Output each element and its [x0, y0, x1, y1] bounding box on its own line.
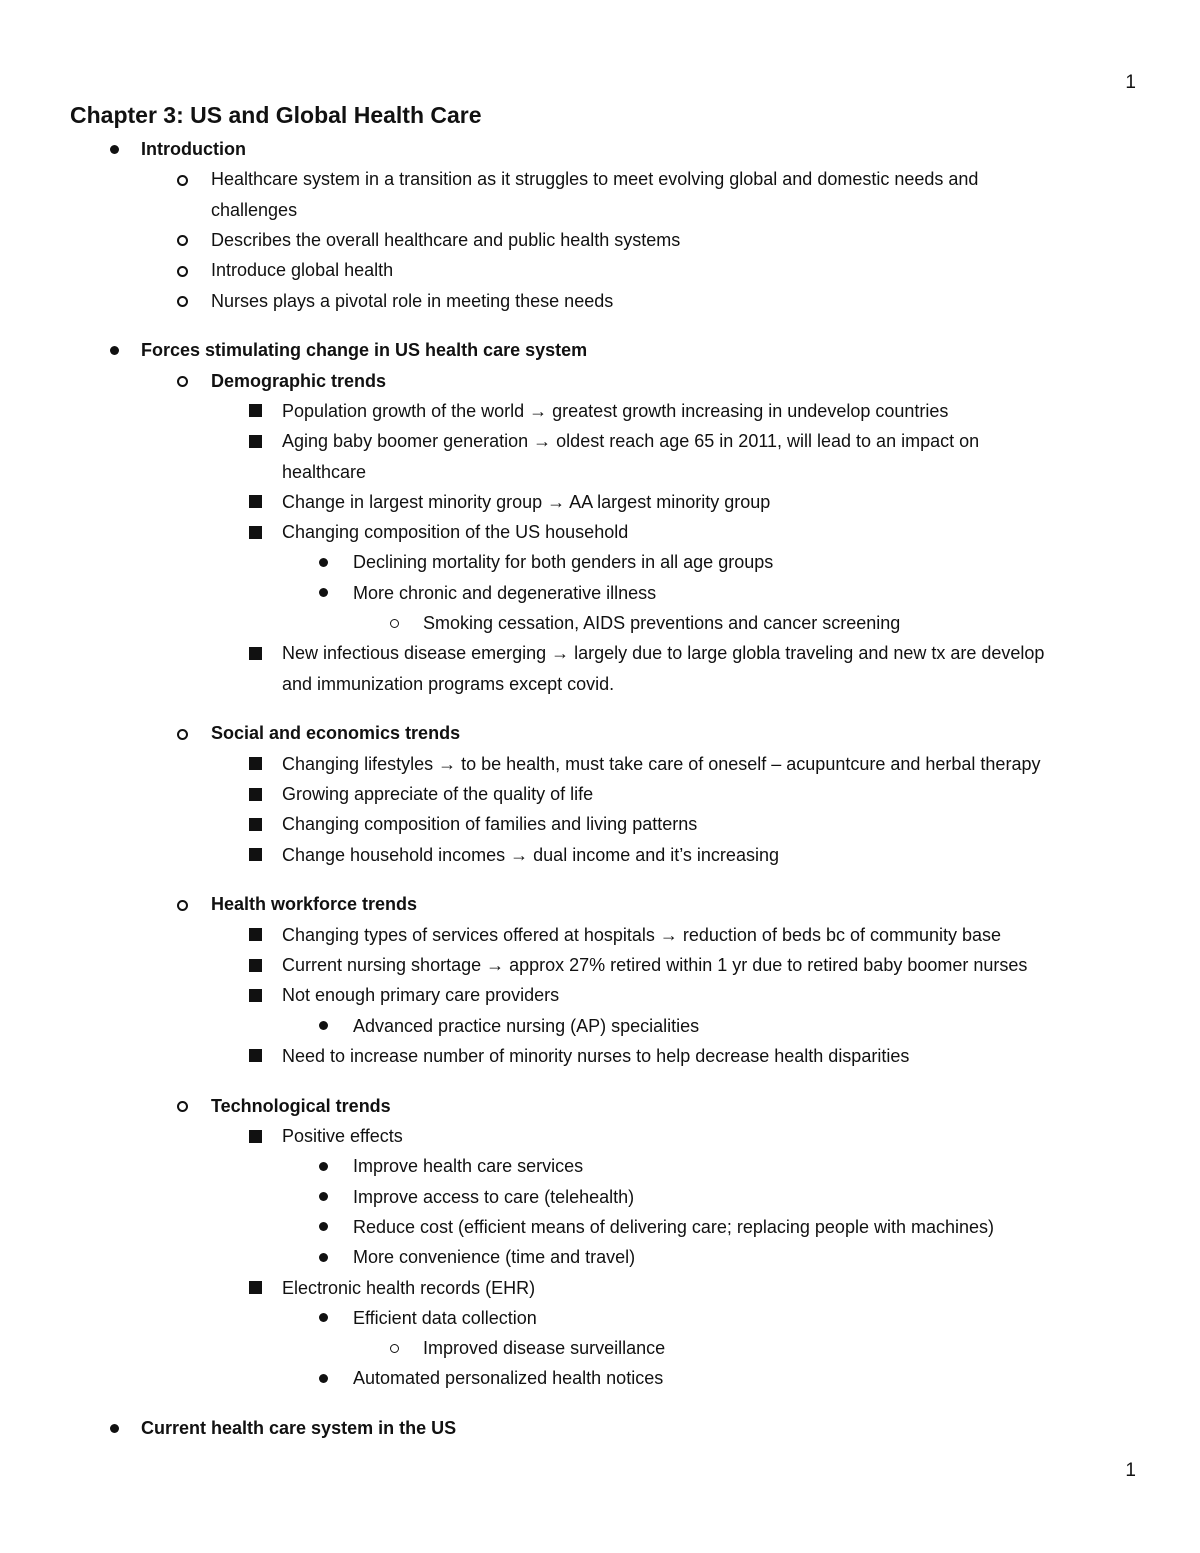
outline-item-continuation: healthcare — [282, 461, 367, 482]
outline-item-level-5: Smoking cessation, AIDS preventions and cancer screening — [423, 613, 901, 633]
bullet-square-icon — [249, 848, 262, 861]
outline-item-level-3: Changing composition of the US household — [282, 522, 629, 543]
outline-item-level-3: Electronic health records (EHR) — [282, 1277, 536, 1298]
bullet-square-icon — [249, 1049, 262, 1062]
bullet-dot-icon — [319, 1162, 328, 1171]
outline-item-level-4: Improve health care services — [353, 1156, 584, 1177]
bullet-square-icon — [249, 1281, 262, 1294]
bullet-circle-icon — [177, 1101, 188, 1112]
bullet-square-icon — [249, 818, 262, 831]
outline-item-level-4: More convenience (time and travel) — [353, 1247, 636, 1268]
outline-item-level-3: Change in largest minority group → AA largest minority group — [282, 491, 771, 512]
outline-item-level-3: Aging baby boomer generation → oldest reach age 65 in 2011, will lead to an impact on — [282, 431, 980, 452]
bullet-dot-icon — [319, 1222, 328, 1231]
bullet-square-icon — [249, 788, 262, 801]
outline-item-level-3: Change household incomes → dual income and it’s increasing — [282, 844, 779, 865]
page-number-top: 1 — [1125, 72, 1136, 93]
outline-item-level-4: Efficient data collection — [353, 1307, 537, 1328]
outline-item-level-2: Technological trends — [211, 1095, 391, 1116]
outline-item-continuation: challenges — [211, 199, 298, 220]
bullet-square-icon — [249, 647, 262, 660]
outline-item-level-3: Changing types of services offered at hospitals → reduction of beds bc of community base — [282, 924, 1002, 945]
bullet-circle-icon — [390, 1344, 399, 1353]
outline-item-level-4: Declining mortality for both genders in all age groups — [353, 552, 774, 573]
bullet-square-icon — [249, 435, 262, 448]
bullet-dot-icon — [110, 145, 119, 154]
outline-item-level-3: Growing appreciate of the quality of life — [282, 784, 594, 804]
bullet-square-icon — [249, 404, 262, 417]
outline-item-level-2: Demographic trends — [211, 370, 387, 391]
outline-item-level-3: Changing lifestyles → to be health, must take care of oneself – acupuntcure and herbal therapy — [282, 753, 1041, 774]
bullet-square-icon — [249, 757, 262, 770]
bullet-dot-icon — [319, 1313, 328, 1322]
page-number-bottom: 1 — [1125, 1460, 1136, 1481]
outline-item-level-2: Describes the overall healthcare and public health systems — [211, 229, 681, 250]
bullet-circle-icon — [177, 296, 188, 307]
bullet-square-icon — [249, 1130, 262, 1143]
outline-item-level-2: Introduce global health — [211, 260, 394, 281]
outline-item-level-4: More chronic and degenerative illness — [353, 582, 657, 603]
outline-item-level-1: Forces stimulating change in US health care system — [141, 340, 588, 361]
bullet-square-icon — [249, 526, 262, 539]
bullet-circle-icon — [177, 266, 188, 277]
outline-item-level-1: Introduction — [141, 139, 246, 159]
outline-item-level-4: Reduce cost (efficient means of delivering care; replacing people with machines) — [353, 1216, 995, 1237]
bullet-dot-icon — [319, 588, 328, 597]
outline-item-level-2: Social and economics trends — [211, 723, 461, 744]
bullet-square-icon — [249, 959, 262, 972]
bullet-dot-icon — [319, 1192, 328, 1201]
outline-item-level-5: Improved disease surveillance — [423, 1338, 666, 1359]
outline-item-level-2: Nurses plays a pivotal role in meeting these needs — [211, 290, 614, 311]
bullet-square-icon — [249, 989, 262, 1002]
bullet-circle-icon — [177, 900, 188, 911]
bullet-circle-icon — [177, 235, 188, 246]
outline-item-level-4: Automated personalized health notices — [353, 1368, 664, 1389]
outline-item-level-2: Healthcare system in a transition as it struggles to meet evolving global and domestic needs and — [211, 169, 979, 190]
bullet-circle-icon — [177, 376, 188, 387]
outline-item-level-1: Current health care system in the US — [141, 1418, 457, 1439]
outline-item-level-3: Changing composition of families and living patterns — [282, 814, 698, 835]
outline-item-level-4: Improve access to care (telehealth) — [353, 1186, 635, 1207]
bullet-dot-icon — [319, 558, 328, 567]
outline-item-level-3: Need to increase number of minority nurses to help decrease health disparities — [282, 1045, 910, 1066]
outline-item-level-3: Not enough primary care providers — [282, 985, 560, 1006]
bullet-square-icon — [249, 495, 262, 508]
outline-item-level-3: Current nursing shortage → approx 27% retired within 1 yr due to retired baby boomer nurses — [282, 955, 1028, 975]
bullet-dot-icon — [110, 346, 119, 355]
bullet-dot-icon — [319, 1253, 328, 1262]
chapter-title: Chapter 3: US and Global Health Care — [70, 102, 482, 128]
bullet-dot-icon — [110, 1424, 119, 1433]
outline-item-level-3: Positive effects — [282, 1126, 403, 1146]
bullet-square-icon — [249, 928, 262, 941]
outline-item-level-3: Population growth of the world → greatest growth increasing in undevelop countries — [282, 400, 949, 421]
bullet-circle-icon — [390, 619, 399, 628]
bullet-circle-icon — [177, 175, 188, 186]
outline-item-level-3: New infectious disease emerging → largely due to large globla traveling and new tx are develop — [282, 643, 1045, 664]
bullet-dot-icon — [319, 1374, 328, 1383]
bullet-dot-icon — [319, 1021, 328, 1030]
bullet-circle-icon — [177, 729, 188, 740]
outline-item-level-2: Health workforce trends — [211, 894, 418, 915]
outline-item-continuation: and immunization programs except covid. — [282, 673, 615, 694]
outline-item-level-4: Advanced practice nursing (AP) specialities — [353, 1015, 700, 1036]
